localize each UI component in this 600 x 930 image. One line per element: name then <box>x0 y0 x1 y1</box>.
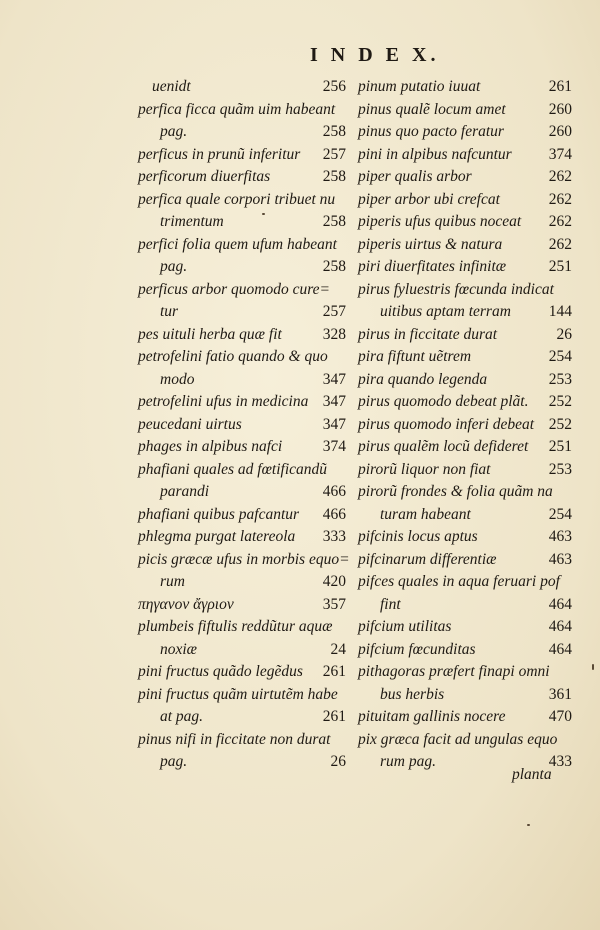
index-entry-text: pira fiftunt uẽtrem <box>358 348 472 365</box>
index-entry-page-number: 361 <box>548 685 572 703</box>
index-entry <box>138 166 346 189</box>
index-entry-text: piperis uirtus & natura <box>358 235 503 253</box>
index-entry-text: bus herbis <box>380 685 445 703</box>
index-entry <box>138 76 346 99</box>
index-entry <box>358 706 572 729</box>
ink-speck <box>527 824 530 826</box>
index-entry-text: πηγανον ἄγριον <box>138 595 234 613</box>
index-entry-text: at pag. <box>160 708 204 725</box>
index-entry <box>358 594 572 617</box>
index-entry <box>358 369 572 392</box>
index-entry <box>138 211 346 234</box>
index-entry <box>358 729 572 752</box>
index-entry-text: trimentum <box>160 213 224 230</box>
index-entry-text: tur <box>160 303 179 320</box>
index-entry-text: pinus nifi in ficcitate non durat <box>138 730 331 748</box>
index-entry-page-number: 261 <box>548 78 572 95</box>
index-entry <box>138 121 346 144</box>
index-entry <box>358 549 572 572</box>
index-entry <box>358 684 572 707</box>
index-entry-text: uenidt <box>152 78 191 95</box>
index-entry <box>358 571 572 594</box>
index-entry-page-number: 261 <box>322 663 346 680</box>
index-entry <box>358 324 572 347</box>
index-entry <box>358 144 572 167</box>
index-entry <box>358 279 572 302</box>
index-entry-page-number <box>342 684 346 707</box>
index-entry-page-number: 374 <box>548 145 572 163</box>
index-entry-text: picis græcæ ufus in morbis equo= <box>138 550 350 568</box>
index-entry-text: piperis ufus quibus noceat <box>358 213 522 230</box>
index-entry <box>358 481 572 504</box>
index-entry <box>358 99 572 122</box>
index-entry <box>138 661 346 684</box>
ink-speck <box>262 213 265 215</box>
index-entry <box>358 76 572 99</box>
index-entry-page-number: 464 <box>548 640 572 658</box>
index-entry-page-number: 433 <box>548 753 572 770</box>
index-entry-page-number: 463 <box>548 528 572 545</box>
index-entry-text: pini fructus quãdo legẽdus <box>138 663 303 680</box>
index-entry <box>138 639 346 662</box>
index-entry <box>138 504 346 527</box>
catchword: planta <box>512 766 552 783</box>
index-entry <box>358 391 572 414</box>
index-entry <box>358 436 572 459</box>
index-entry-text: pifces quales in aqua feruari pof <box>358 573 560 590</box>
index-entry-text: rum pag. <box>380 753 436 770</box>
index-entry-text: pirus quomodo inferi debeat <box>358 415 535 433</box>
index-entry <box>138 459 346 482</box>
index-entry <box>358 256 572 279</box>
index-entry-page-number: 258 <box>322 258 346 275</box>
index-entry <box>138 144 346 167</box>
index-entry-page-number: 257 <box>322 145 346 163</box>
index-entry-page-number <box>342 346 346 369</box>
index-entry-text: pirus qualẽm locũ defideret <box>358 438 529 455</box>
right-index-column <box>358 76 572 774</box>
index-entry <box>138 234 346 257</box>
index-entry-text: phlegma purgat latereola <box>138 528 296 545</box>
index-entry <box>138 99 346 122</box>
index-entry-page-number: 262 <box>548 168 572 185</box>
index-entry <box>358 234 572 257</box>
index-entry-text: phafiani quales ad fœtificandũ <box>138 460 328 478</box>
index-entry-page-number: 328 <box>322 325 346 343</box>
index-entry-text: pituitam gallinis nocere <box>358 708 506 725</box>
index-entry <box>138 391 346 414</box>
index-entry-text: pini fructus quãm uirtutẽm habe <box>138 685 338 703</box>
index-entry-page-number: 470 <box>548 708 572 725</box>
index-entry-page-number: 260 <box>548 123 572 140</box>
index-entry <box>358 661 572 684</box>
index-entry-page-number: 254 <box>548 348 572 365</box>
index-entry-text: pirorũ liquor non fiat <box>358 460 491 478</box>
index-entry-page-number: 252 <box>548 415 572 433</box>
index-entry <box>358 639 572 662</box>
index-entry-page-number: 262 <box>548 190 572 208</box>
index-entry-page-number: 463 <box>548 550 572 568</box>
index-entry-text: pifcinis locus aptus <box>358 528 478 545</box>
index-entry-page-number <box>342 459 346 482</box>
index-entry-page-number: 262 <box>548 213 572 230</box>
index-entry-page-number <box>350 549 354 572</box>
index-entry <box>138 436 346 459</box>
index-entry <box>358 189 572 212</box>
index-entry-text: perfica quale corpori tribuet nu <box>138 190 336 208</box>
index-entry-page-number <box>342 189 346 212</box>
index-entry-text: perfici folia quem ufum habeant <box>138 235 337 253</box>
index-entry-page-number <box>568 279 572 302</box>
index-entry-text: petrofelini fatio quando & quo <box>138 348 328 365</box>
index-entry-text: pag. <box>160 753 188 770</box>
index-entry <box>138 751 346 774</box>
index-entry-page-number: 26 <box>556 325 572 343</box>
index-entry-text: perfica ficca quãm uim habeant <box>138 100 336 118</box>
page-header: I N D E X. <box>310 44 440 66</box>
index-entry <box>138 526 346 549</box>
index-entry <box>138 616 346 639</box>
index-entry <box>358 121 572 144</box>
index-entry <box>138 481 346 504</box>
index-entry-page-number <box>342 99 346 122</box>
index-entry-page-number <box>568 571 572 594</box>
index-entry-text: pix græca facit ad ungulas equo <box>358 730 558 748</box>
index-entry-page-number: 258 <box>322 168 346 185</box>
index-entry <box>138 369 346 392</box>
index-entry-page-number <box>342 234 346 257</box>
index-entry <box>138 256 346 279</box>
index-entry <box>138 684 346 707</box>
index-entry-page-number <box>568 661 572 684</box>
index-entry <box>138 414 346 437</box>
index-entry-page-number <box>342 279 346 302</box>
index-entry-text: turam habeant <box>380 505 471 523</box>
index-entry-page-number: 357 <box>322 595 346 613</box>
index-entry-text: pirus fyluestris fœcunda indicat <box>358 280 554 298</box>
index-entry-text: piper qualis arbor <box>358 168 472 185</box>
index-entry-page-number: 466 <box>322 483 346 500</box>
index-entry-text: parandi <box>160 483 210 500</box>
index-entry-page-number: 466 <box>322 505 346 523</box>
index-entry <box>138 189 346 212</box>
index-entry-page-number: 144 <box>548 303 572 320</box>
index-entry <box>358 526 572 549</box>
index-entry-text: pinus quo pacto feratur <box>358 123 504 140</box>
index-entry-page-number: 256 <box>322 78 346 95</box>
left-index-column <box>138 76 350 774</box>
index-entry-text: rum <box>160 573 185 590</box>
index-entry-page-number: 333 <box>322 528 346 545</box>
index-entry-text: piri diuerfitates infinitæ <box>358 258 507 275</box>
index-entry-page-number: 374 <box>322 438 346 455</box>
index-entry-text: petrofelini ufus in medicina <box>138 393 309 410</box>
index-entry-page-number: 253 <box>548 460 572 478</box>
index-entry-text: pag. <box>160 258 188 275</box>
index-entry-text: pini in alpibus nafcuntur <box>358 145 512 163</box>
index-entry-text: pira quando legenda <box>358 370 488 388</box>
index-entry <box>358 166 572 189</box>
index-entry-page-number: 420 <box>322 573 346 590</box>
index-entry-text: pag. <box>160 123 188 140</box>
index-entry-page-number: 258 <box>322 123 346 140</box>
index-entry <box>138 571 346 594</box>
index-entry-page-number <box>342 616 346 639</box>
index-entry-page-number: 347 <box>322 370 346 388</box>
index-entry-page-number: 261 <box>322 708 346 725</box>
index-entry-page-number <box>568 729 572 752</box>
index-entry-page-number: 252 <box>548 393 572 410</box>
index-entry-page-number: 464 <box>548 618 572 635</box>
index-entry-page-number <box>342 729 346 752</box>
index-entry-page-number: 260 <box>548 100 572 118</box>
index-entry-text: phafiani quibus pafcantur <box>138 505 300 523</box>
index-entry <box>358 301 572 324</box>
index-entry <box>138 594 346 617</box>
index-entry-text: pinus qualẽ locum amet <box>358 100 506 118</box>
index-entry <box>358 414 572 437</box>
index-entry <box>138 279 346 302</box>
index-entry <box>358 211 572 234</box>
index-entry <box>138 729 346 752</box>
index-entry-text: peucedani uirtus <box>138 415 242 433</box>
index-entry-text: pirus in ficcitate durat <box>358 325 498 343</box>
index-entry-page-number: 347 <box>322 393 346 410</box>
index-entry-text: uitibus aptam terram <box>380 303 511 320</box>
index-entry-text: perficus arbor quomodo cure= <box>138 280 330 298</box>
index-entry-page-number: 257 <box>322 303 346 320</box>
index-entry-page-number: 258 <box>322 213 346 230</box>
index-entry-page-number <box>568 481 572 504</box>
index-entry-text: piper arbor ubi crefcat <box>358 190 500 208</box>
index-entry-page-number: 251 <box>548 258 572 275</box>
index-entry-page-number: 347 <box>322 415 346 433</box>
index-entry-text: pirus quomodo debeat plãt. <box>358 393 529 410</box>
index-entry-page-number: 26 <box>330 753 346 770</box>
index-entry <box>138 301 346 324</box>
index-entry <box>358 346 572 369</box>
index-entry-page-number: 254 <box>548 505 572 523</box>
index-entry-page-number: 464 <box>548 595 572 613</box>
index-entry <box>358 616 572 639</box>
index-entry-page-number: 262 <box>548 235 572 253</box>
index-entry-text: pifcium fœcunditas <box>358 640 476 658</box>
index-entry-text: perficus in prunũ inferitur <box>138 145 301 163</box>
index-entry-text: phages in alpibus nafci <box>138 438 283 455</box>
index-entry <box>138 346 346 369</box>
index-entry-text: perficorum diuerfitas <box>138 168 271 185</box>
index-entry-text: fint <box>380 595 401 613</box>
index-entry-page-number: 24 <box>330 640 346 658</box>
ink-speck <box>592 664 594 670</box>
index-entry-text: pes uituli herba quæ fit <box>138 325 282 343</box>
index-entry-text: noxiæ <box>160 640 198 658</box>
index-entry-text: pinum putatio iuuat <box>358 78 481 95</box>
index-entry-page-number: 253 <box>548 370 572 388</box>
index-entry-text: plumbeis fiftulis reddũtur aquæ <box>138 618 333 635</box>
index-entry <box>358 459 572 482</box>
index-entry <box>138 324 346 347</box>
index-entry-text: pifcium utilitas <box>358 618 452 635</box>
index-entry-text: pirorũ frondes & folia quãm na <box>358 483 553 500</box>
index-entry <box>138 549 350 572</box>
index-entry-text: pithagoras præfert finapi omni <box>358 663 550 680</box>
index-entry-page-number: 251 <box>548 438 572 455</box>
index-entry <box>358 504 572 527</box>
index-entry-text: pifcinarum differentiæ <box>358 550 497 568</box>
index-entry <box>138 706 346 729</box>
index-entry-text: modo <box>160 370 195 388</box>
